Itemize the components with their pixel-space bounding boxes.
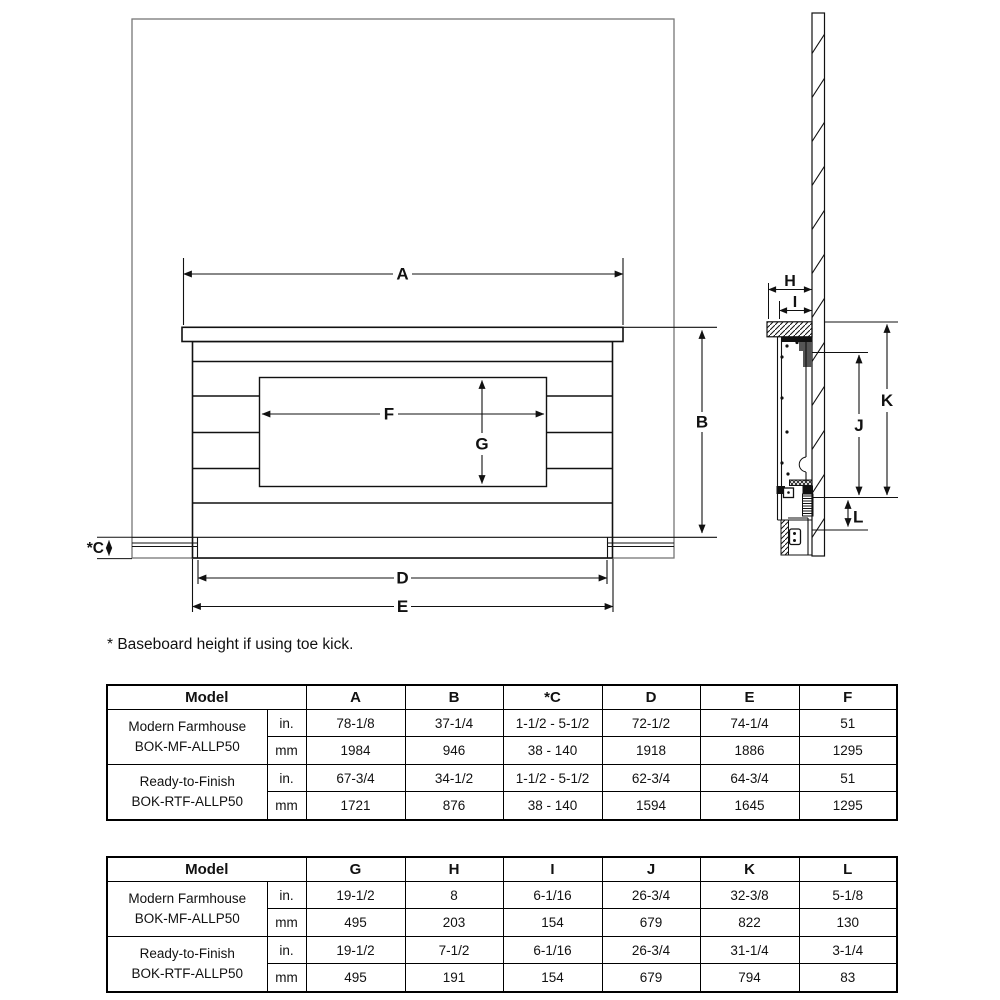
- value-cell: 1721: [306, 792, 405, 821]
- value-cell: 191: [405, 964, 503, 993]
- value-cell: 154: [503, 909, 602, 937]
- unit-cell: mm: [267, 792, 306, 821]
- value-cell: 1-1/2 - 5-1/2: [503, 765, 602, 792]
- value-cell: 67-3/4: [306, 765, 405, 792]
- unit-cell: in.: [267, 882, 306, 909]
- value-cell: 74-1/4: [700, 710, 799, 737]
- table-row: [107, 882, 897, 909]
- dim-label-f: F: [383, 404, 395, 424]
- front-view: [87, 19, 717, 616]
- unit-cell: in.: [267, 765, 306, 792]
- table-row: [107, 937, 897, 964]
- dim-label-l: L: [853, 507, 864, 527]
- wall-section: [812, 13, 825, 556]
- value-cell: 679: [602, 909, 700, 937]
- side-view: [767, 13, 898, 556]
- value-cell: 26-3/4: [602, 937, 700, 964]
- shelf-section: [767, 322, 812, 337]
- col-header-h: H: [405, 857, 503, 882]
- value-cell: 8: [405, 882, 503, 909]
- value-cell: 1645: [700, 792, 799, 821]
- value-cell: 7-1/2: [405, 937, 503, 964]
- col-header-j: J: [602, 857, 700, 882]
- value-cell: 130: [799, 909, 897, 937]
- col-header-l: L: [799, 857, 897, 882]
- value-cell: 31-1/4: [700, 937, 799, 964]
- dim-label-k: K: [880, 391, 894, 410]
- baseboard-note: * Baseboard height if using toe kick.: [107, 636, 354, 653]
- col-header-d: D: [602, 685, 700, 710]
- col-header-model: Model: [107, 685, 306, 710]
- dim-label-b: B: [695, 412, 709, 432]
- value-cell: 6-1/16: [503, 937, 602, 964]
- dimension-table-a-f: [106, 684, 898, 821]
- value-cell: 19-1/2: [306, 882, 405, 909]
- col-header-model: Model: [107, 857, 306, 882]
- value-cell: 83: [799, 964, 897, 993]
- value-cell: 495: [306, 909, 405, 937]
- col-header-g: G: [306, 857, 405, 882]
- col-header-f: F: [799, 685, 897, 710]
- value-cell: 32-3/8: [700, 882, 799, 909]
- value-cell: 1886: [700, 737, 799, 765]
- model-cell: Modern Farmhouse BOK-MF-ALLP50: [107, 710, 267, 765]
- model-cell: Ready-to-Finish BOK-RTF-ALLP50: [107, 937, 267, 993]
- col-header-e: E: [700, 685, 799, 710]
- header-row: [107, 685, 897, 710]
- unit-cell: in.: [267, 710, 306, 737]
- value-cell: 38 - 140: [503, 737, 602, 765]
- value-cell: 26-3/4: [602, 882, 700, 909]
- value-cell: 51: [799, 710, 897, 737]
- value-cell: 1918: [602, 737, 700, 765]
- dim-label-e: E: [396, 597, 409, 616]
- dim-label-a: A: [396, 264, 409, 284]
- value-cell: 203: [405, 909, 503, 937]
- table-row: [107, 765, 897, 792]
- value-cell: 62-3/4: [602, 765, 700, 792]
- value-cell: 1-1/2 - 5-1/2: [503, 710, 602, 737]
- dim-label-c: *C: [86, 540, 104, 557]
- model-cell: Ready-to-Finish BOK-RTF-ALLP50: [107, 765, 267, 821]
- table-row: [107, 710, 897, 737]
- value-cell: 822: [700, 909, 799, 937]
- model-cell: Modern Farmhouse BOK-MF-ALLP50: [107, 882, 267, 937]
- dim-label-h: H: [784, 273, 796, 290]
- value-cell: 495: [306, 964, 405, 993]
- value-cell: 1984: [306, 737, 405, 765]
- value-cell: 37-1/4: [405, 710, 503, 737]
- firebox-opening: [260, 378, 547, 487]
- value-cell: 154: [503, 964, 602, 993]
- dim-label-j: J: [854, 416, 864, 435]
- col-header-b: B: [405, 685, 503, 710]
- unit-cell: mm: [267, 964, 306, 993]
- value-cell: 78-1/8: [306, 710, 405, 737]
- mantel-shelf: [182, 327, 623, 341]
- value-cell: 64-3/4: [700, 765, 799, 792]
- value-cell: 38 - 140: [503, 792, 602, 821]
- col-header-k: K: [700, 857, 799, 882]
- unit-cell: mm: [267, 909, 306, 937]
- header-row: [107, 857, 897, 882]
- dim-label-g: G: [475, 434, 489, 454]
- dim-label-d: D: [396, 568, 409, 588]
- dim-label-i: I: [792, 294, 798, 311]
- unit-cell: mm: [267, 737, 306, 765]
- value-cell: 679: [602, 964, 700, 993]
- value-cell: 794: [700, 964, 799, 993]
- unit-cell: in.: [267, 937, 306, 964]
- col-header-i: I: [503, 857, 602, 882]
- value-cell: 876: [405, 792, 503, 821]
- col-header-a: A: [306, 685, 405, 710]
- value-cell: 1295: [799, 737, 897, 765]
- value-cell: 1594: [602, 792, 700, 821]
- col-header-c: *C: [503, 685, 602, 710]
- value-cell: 34-1/2: [405, 765, 503, 792]
- value-cell: 5-1/8: [799, 882, 897, 909]
- value-cell: 19-1/2: [306, 937, 405, 964]
- value-cell: 51: [799, 765, 897, 792]
- value-cell: 6-1/16: [503, 882, 602, 909]
- value-cell: 946: [405, 737, 503, 765]
- value-cell: 1295: [799, 792, 897, 821]
- value-cell: 72-1/2: [602, 710, 700, 737]
- screw-dots: [780, 341, 798, 476]
- mantel-section: [777, 337, 814, 555]
- dimension-table-g-l: [106, 856, 898, 993]
- value-cell: 3-1/4: [799, 937, 897, 964]
